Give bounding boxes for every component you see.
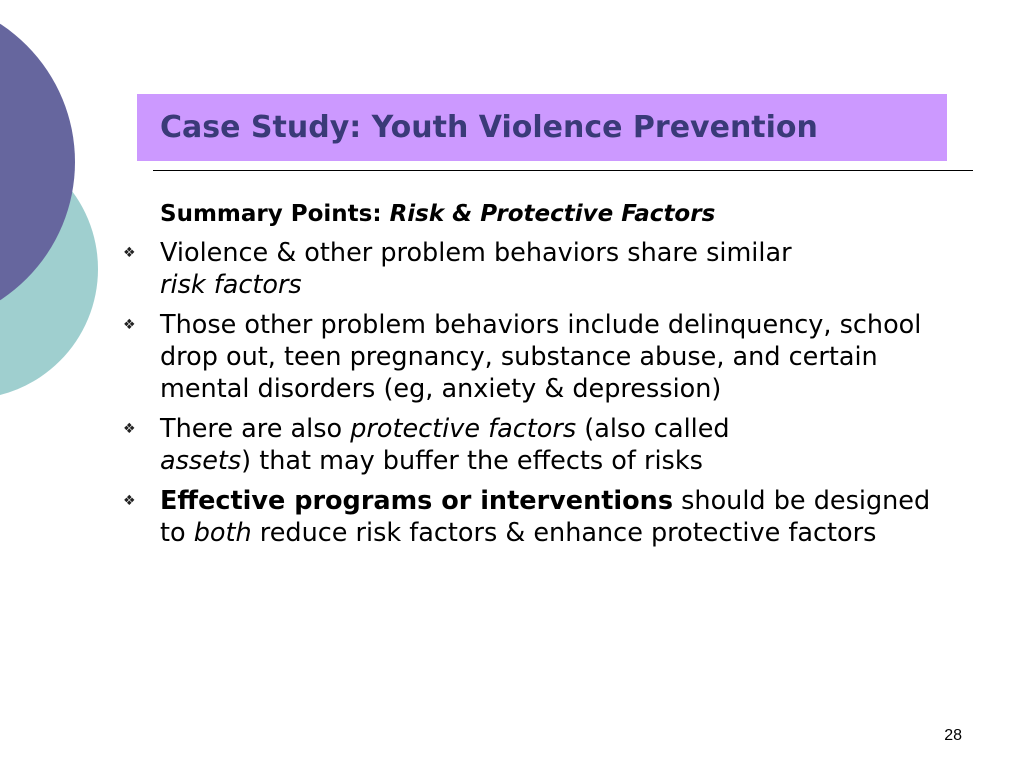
diamond-bullet-icon: ❖ [123, 245, 136, 261]
bullet-item-1 [120, 237, 960, 301]
bullet-item-3 [120, 413, 960, 477]
diamond-bullet-icon: ❖ [123, 493, 136, 509]
bullet-4-emphasis: both [193, 518, 252, 548]
slide-title: Case Study: Youth Violence Prevention [160, 110, 818, 145]
summary-subheading [160, 198, 960, 230]
title-box [137, 94, 947, 161]
title-divider [153, 170, 973, 171]
bullet-3-emphasis-b: assets [160, 446, 242, 476]
subheading-emphasis: Risk & Protective Factors [389, 201, 716, 227]
bullet-4-strong: Effective programs or interventions [160, 486, 674, 516]
slide-content [120, 198, 960, 557]
subheading-lead: Summary Points: [160, 201, 382, 227]
bullet-3-text-a: There are also [160, 414, 343, 444]
bullet-item-2 [120, 309, 960, 405]
bullet-3-text-b: (also called [584, 414, 730, 444]
bullet-1-text: Violence & other problem behaviors share similar [160, 238, 792, 268]
bullet-4-text-b: reduce risk factors & enhance protective factors [259, 518, 877, 548]
diamond-bullet-icon: ❖ [123, 317, 136, 333]
bullet-3-text-c: ) that may buffer the effects of risks [241, 446, 703, 476]
bullet-3-emphasis-a: protective factors [350, 414, 577, 444]
bullet-1-emphasis: risk factors [160, 270, 302, 300]
diamond-bullet-icon: ❖ [123, 421, 136, 437]
bullet-item-4 [120, 485, 960, 549]
bullet-4-text-a: should be designed to [160, 486, 931, 548]
bullet-2-text: Those other problem behaviors include delinquency, school drop out, teen pregnancy, substance abuse, and certain mental disorders (eg, anxiety & depression) [160, 310, 922, 404]
page-number: 28 [944, 727, 962, 744]
